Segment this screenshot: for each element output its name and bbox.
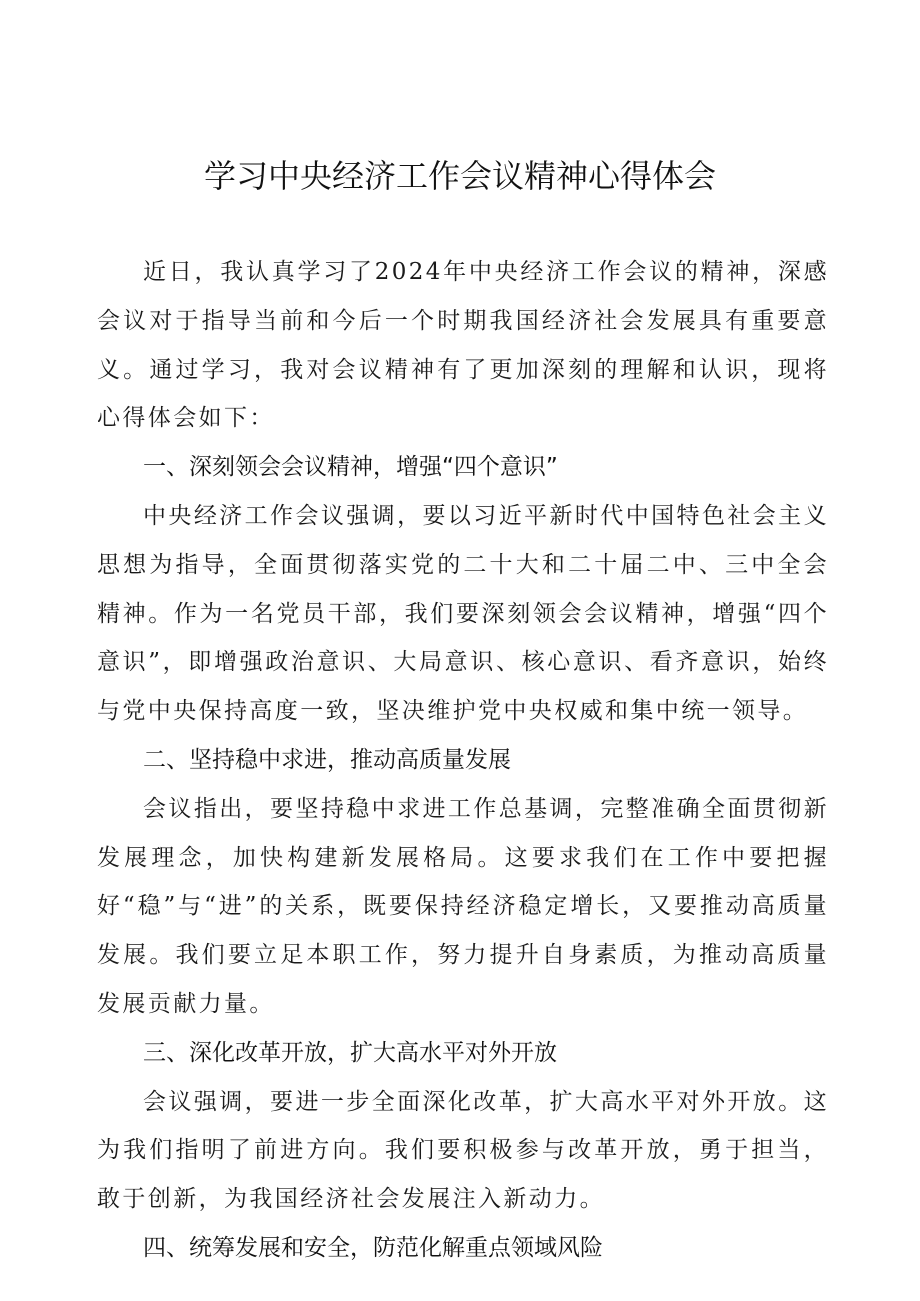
- section-3-paragraph: 会议强调，要进一步全面深化改革，扩大高水平对外开放。这为我们指明了前进方向。我们要积极参与改革开放，勇于担当，敢于创新，为我国经济社会发展注入新动力。: [97, 1088, 829, 1213]
- section-3-heading: 三、深化改革开放，扩大高水平对外开放: [143, 1039, 557, 1066]
- document-title: 学习中央经济工作会议精神心得体会: [203, 157, 716, 195]
- intro-paragraph: 近日，我认真学习了2024年中央经济工作会议的精神，深感会议对于指导当前和今后一个时期我国经济社会发展具有重要意义。通过学习，我对会议精神有了更加深刻的理解和认识，现将心得体会如下：: [97, 259, 829, 432]
- section-1-paragraph: 中央经济工作会议强调，要以习近平新时代中国特色社会主义思想为指导，全面贯彻落实党的二十大和二十届二中、三中全会精神。作为一名党员干部，我们要深刻领会会议精神，增强“四个意识”，即增强政治意识、大局意识、核心意识、看齐意识，始终与党中央保持高度一致，坚决维护党中央权威和集中统一领导。: [97, 502, 829, 725]
- section-1-heading: 一、深刻领会会议精神，增强“四个意识”: [143, 454, 558, 481]
- section-2-paragraph: 会议指出，要坚持稳中求进工作总基调，完整准确全面贯彻新发展理念，加快构建新发展格局。这要求我们在工作中要把握好“稳”与“进”的关系，既要保持经济稳定增长，又要推动高质量发展。我们要立足本职工作，努力提升自身素质，为推动高质量发展贡献力量。: [97, 795, 829, 1017]
- section-2-heading: 二、坚持稳中求进，推动高质量发展: [143, 746, 511, 773]
- document-body: [97, 248, 829, 1273]
- section-4-heading: 四、统筹发展和安全，防范化解重点领域风险: [143, 1234, 603, 1261]
